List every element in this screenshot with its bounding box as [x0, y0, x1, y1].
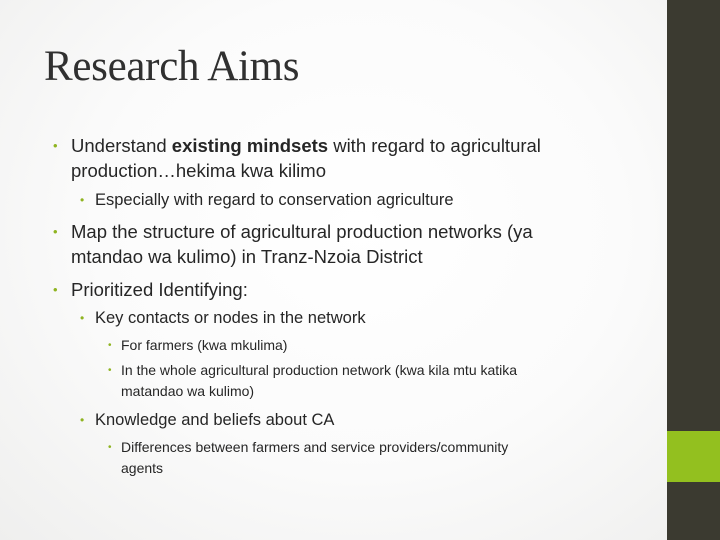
bullet-line: In the whole agricultural production network (kwa kila mtu katika [121, 362, 518, 378]
bullet-dot-icon: • [53, 224, 58, 239]
slide-title: Research Aims [44, 43, 300, 90]
bullet-prioritized [53, 277, 248, 302]
bullet-bold-text: existing mindsets [171, 135, 329, 156]
bullet-line: Especially with regard to conservation agriculture [95, 191, 454, 209]
bullet-key-contacts [80, 307, 366, 329]
bullet-dot-icon: • [80, 413, 85, 427]
bullet-knowledge [80, 409, 335, 431]
bullet-line: Knowledge and beliefs about CA [95, 411, 335, 429]
bullet-farmers [108, 335, 288, 356]
bullet-map-structure [53, 219, 533, 269]
bullet-dot-icon: • [53, 138, 58, 153]
bullet-line: Map the structure of agricultural production networks (ya [71, 221, 533, 242]
bullet-dot-icon: • [108, 365, 112, 376]
bullet-dot-icon: • [108, 442, 112, 453]
bullet-line: For farmers (kwa mkulima) [121, 337, 288, 353]
bullet-line: production…hekima kwa kilimo [71, 160, 326, 181]
bullet-dot-icon: • [80, 193, 85, 207]
bullet-line: Key contacts or nodes in the network [95, 309, 366, 327]
bullet-text: with regard to agricultural [328, 135, 541, 156]
bullet-dot-icon: • [80, 311, 85, 325]
bullet-dot-icon: • [108, 340, 112, 351]
bullet-line: mtandao wa kulimo) in Tranz-Nzoia District [71, 246, 423, 267]
bullet-mindsets [53, 133, 541, 183]
bullet-line [71, 133, 541, 158]
bullet-dot-icon: • [53, 282, 58, 297]
bullet-line: matandao wa kulimo) [121, 383, 255, 399]
bullet-conservation [80, 189, 454, 211]
bullet-line: agents [121, 460, 164, 476]
bullet-whole-network [108, 360, 518, 402]
bullet-line: Prioritized Identifying: [71, 279, 248, 300]
side-accent [667, 431, 720, 482]
bullet-differences [108, 437, 509, 479]
bullet-text: Understand [71, 135, 172, 156]
bullet-line: Differences between farmers and service providers/community [121, 439, 509, 455]
